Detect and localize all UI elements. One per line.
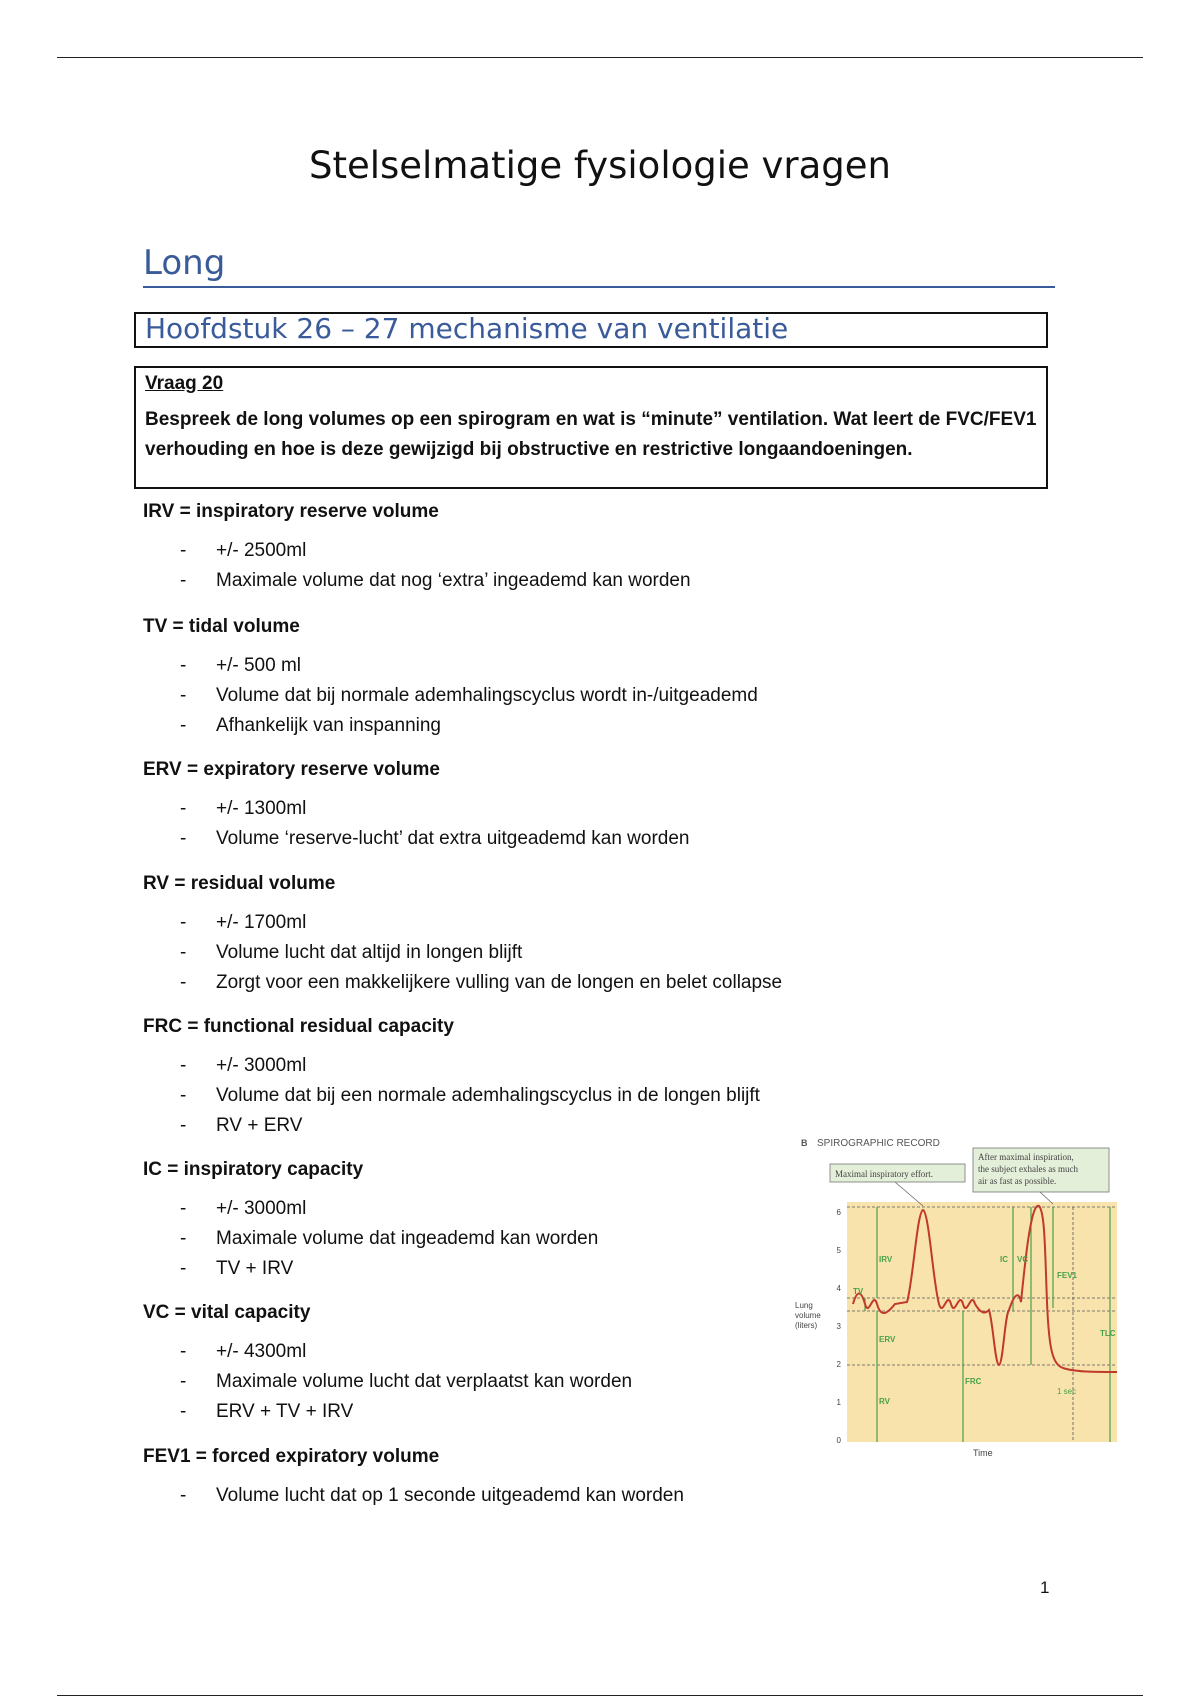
list-item: - Volume dat bij normale ademhalingscyclus wordt in-/uitgeademd: [143, 681, 843, 711]
label-rv: RV: [879, 1397, 890, 1406]
bullet-list: [143, 1337, 843, 1427]
y-axis-label: (liters): [795, 1321, 818, 1330]
section-vc: [143, 1300, 843, 1427]
list-item: - Volume ‘reserve-lucht’ dat extra uitgeademd kan worden: [143, 824, 843, 854]
question-label: Vraag 20: [145, 373, 224, 394]
list-item: - TV + IRV: [143, 1254, 843, 1284]
label-tlc: TLC: [1100, 1329, 1116, 1338]
list-item: - +/- 2500ml: [143, 536, 843, 566]
list-item: - ERV + TV + IRV: [143, 1397, 843, 1427]
y-tick: 0: [836, 1436, 841, 1445]
bullet-list: [143, 1051, 843, 1141]
y-tick: 4: [836, 1284, 841, 1293]
label-frc: FRC: [965, 1377, 982, 1386]
bullet-list: [143, 1481, 843, 1511]
note-after-line: air as fast as possible.: [978, 1176, 1057, 1186]
list-item: - +/- 1300ml: [143, 794, 843, 824]
question-box: [134, 366, 1048, 489]
section-erv: [143, 757, 843, 854]
term-heading: FEV1 = forced expiratory volume: [143, 1446, 440, 1467]
list-item: - Maximale volume dat ingeademd kan worden: [143, 1224, 843, 1254]
question-text: Bespreek de long volumes op een spirogram en wat is “minute” ventilation. Wat leert de FVC/FEV1 verhouding en hoe is deze gewijzigd bij obstructive en restrictive longaandoeningen.: [145, 409, 1037, 460]
bullet-list: [143, 794, 843, 854]
label-ic: IC: [1000, 1255, 1008, 1264]
y-tick: 2: [836, 1360, 841, 1369]
term-heading: IRV = inspiratory reserve volume: [143, 501, 439, 522]
section-frc: [143, 1014, 843, 1141]
label-vc: VC: [1017, 1255, 1029, 1264]
list-item: - Volume dat bij een normale ademhalingscyclus in de longen blijft: [143, 1081, 843, 1111]
y-axis-label: Lung: [795, 1301, 813, 1310]
heading-chapter: Hoofdstuk 26 – 27 mechanisme van ventilatie: [134, 312, 1048, 348]
y-tick: 1: [836, 1398, 841, 1407]
x-axis-label: Time: [973, 1448, 993, 1458]
list-item: - +/- 4300ml: [143, 1337, 843, 1367]
list-item: - RV + ERV: [143, 1111, 843, 1141]
bullet-list: [143, 1194, 843, 1284]
list-item: - Maximale volume dat nog ‘extra’ ingeademd kan worden: [143, 566, 843, 596]
label-irv: IRV: [879, 1255, 893, 1264]
y-axis-label: volume: [795, 1311, 821, 1320]
bullet-list: [143, 908, 843, 998]
note-after-line: After maximal inspiration,: [978, 1152, 1074, 1162]
term-heading: TV = tidal volume: [143, 616, 300, 637]
term-heading: RV = residual volume: [143, 873, 336, 894]
label-erv: ERV: [879, 1335, 896, 1344]
term-heading: IC = inspiratory capacity: [143, 1159, 364, 1180]
header-rule: [57, 57, 1143, 58]
list-item: - +/- 500 ml: [143, 651, 843, 681]
bullet-list: [143, 536, 843, 596]
bullet-list: [143, 651, 843, 741]
note-max-effort: Maximal inspiratory effort.: [835, 1169, 934, 1179]
section-fev1: [143, 1444, 843, 1511]
list-item: - +/- 3000ml: [143, 1051, 843, 1081]
section-rv: [143, 871, 843, 998]
list-item: - Volume lucht dat op 1 seconde uitgeademd kan worden: [143, 1481, 843, 1511]
label-tv: TV: [853, 1287, 864, 1296]
list-item: - Afhankelijk van inspanning: [143, 711, 843, 741]
figure-title: SPIROGRAPHIC RECORD: [817, 1138, 940, 1149]
document-title: Stelselmatige fysiologie vragen: [308, 144, 892, 187]
list-item: - +/- 1700ml: [143, 908, 843, 938]
note-after-line: the subject exhales as much: [978, 1164, 1078, 1174]
y-tick: 6: [836, 1208, 841, 1217]
label-fev1: FEV1: [1057, 1271, 1078, 1280]
term-heading: ERV = expiratory reserve volume: [143, 759, 440, 780]
plot-background: [847, 1202, 1117, 1442]
spirogram-figure: [795, 1132, 1125, 1462]
list-item: - Volume lucht dat altijd in longen blijft: [143, 938, 843, 968]
label-one-second: 1 sec: [1057, 1387, 1077, 1396]
section-ic: [143, 1157, 843, 1284]
y-tick: 5: [836, 1246, 841, 1255]
section-irv: [143, 499, 843, 596]
list-item: - Maximale volume lucht dat verplaatst kan worden: [143, 1367, 843, 1397]
list-item: - Zorgt voor een makkelijkere vulling van de longen en belet collapse: [143, 968, 843, 998]
heading-long: Long: [143, 242, 1055, 288]
list-item: - +/- 3000ml: [143, 1194, 843, 1224]
term-heading: VC = vital capacity: [143, 1302, 311, 1323]
term-heading: FRC = functional residual capacity: [143, 1016, 454, 1037]
figure-panel-letter: B: [801, 1138, 808, 1148]
section-tv: [143, 614, 843, 741]
y-tick: 3: [836, 1322, 841, 1331]
page-number: 1: [1040, 1578, 1050, 1597]
footer-rule: [57, 1695, 1143, 1696]
